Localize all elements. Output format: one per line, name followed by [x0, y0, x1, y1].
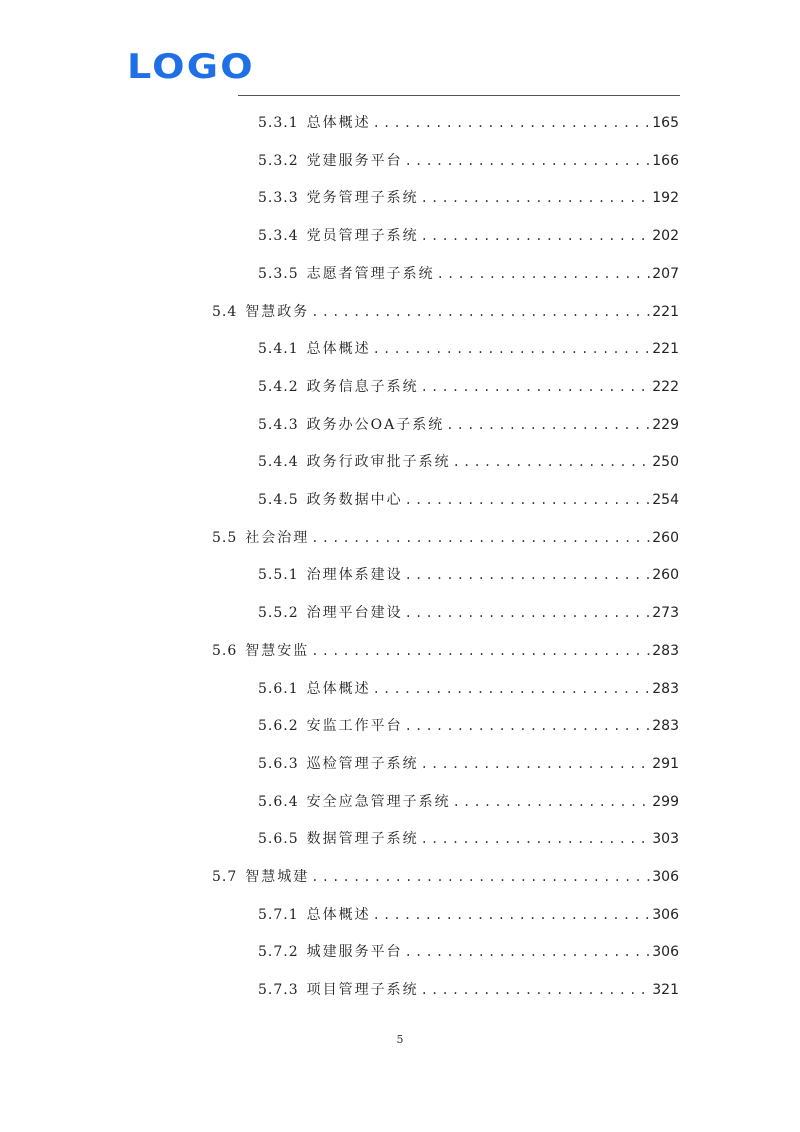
toc-entry[interactable] [212, 867, 679, 887]
toc-entry[interactable] [258, 754, 679, 774]
toc-entry-title: 总体概述 [306, 680, 371, 697]
toc-dot-leader [421, 188, 651, 208]
toc-entry-number: 5.3.5 [258, 265, 299, 282]
toc-entry-page: 283 [652, 642, 679, 659]
toc-entry[interactable] [258, 490, 679, 510]
toc-dot-leader [421, 754, 651, 774]
toc-entry-number: 5.3.4 [258, 228, 299, 245]
toc-entry-number: 5.6.4 [258, 793, 299, 810]
toc-entry-title: 党务管理子系统 [306, 190, 419, 207]
toc-entry[interactable] [258, 377, 679, 397]
toc-entry-title: 治理体系建设 [306, 567, 403, 584]
toc-entry-page: 166 [652, 152, 679, 169]
toc-dot-leader [311, 867, 650, 887]
toc-entry-title: 安监工作平台 [306, 718, 403, 735]
toc-entry[interactable] [258, 829, 679, 849]
toc-entry-number: 5.7 [212, 869, 238, 885]
toc-entry[interactable] [212, 641, 679, 661]
toc-entry-number: 5.6.2 [258, 718, 299, 735]
toc-entry-title: 数据管理子系统 [306, 831, 419, 848]
toc-dot-leader [373, 905, 651, 925]
toc-entry-title: 党建服务平台 [306, 152, 403, 169]
toc-entry-page: 273 [652, 605, 679, 622]
toc-dot-leader [437, 264, 651, 284]
toc-entry-page: 221 [652, 303, 679, 320]
toc-entry-page: 260 [652, 567, 679, 584]
toc-entry-title: 政务行政审批子系统 [306, 454, 451, 471]
toc-entry[interactable] [258, 339, 679, 359]
toc-dot-leader [373, 113, 651, 133]
toc-dot-leader [311, 302, 650, 322]
toc-entry-page: 207 [652, 265, 679, 282]
toc-dot-leader [421, 980, 651, 1000]
toc-entry-title: 政务办公OA子系统 [306, 416, 445, 433]
toc-entry-number: 5.7.3 [258, 982, 299, 999]
toc-entry[interactable] [258, 942, 679, 962]
toc-entry-number: 5.4.3 [258, 416, 299, 433]
toc-entry[interactable] [258, 679, 679, 699]
toc-entry-page: 283 [652, 680, 679, 697]
toc-entry-page: 254 [652, 492, 679, 508]
toc-entry-number: 5.6.5 [258, 831, 299, 848]
toc-entry-title: 总体概述 [306, 906, 371, 923]
toc-dot-leader [405, 490, 651, 510]
toc-entry-page: 306 [652, 906, 679, 923]
toc-entry-page: 303 [652, 831, 679, 848]
toc-entry-number: 5.4 [212, 303, 238, 320]
toc-dot-leader [405, 565, 651, 585]
page-number: 5 [396, 1033, 404, 1046]
toc-entry[interactable] [258, 415, 679, 435]
toc-entry-number: 5.5.2 [258, 605, 299, 622]
toc-entry-page: 221 [652, 341, 679, 358]
toc-entry[interactable] [212, 528, 679, 548]
toc-entry[interactable] [212, 302, 679, 322]
toc-entry-number: 5.7.1 [258, 906, 299, 923]
toc-entry-page: 283 [652, 718, 679, 735]
toc-dot-leader [446, 415, 650, 435]
toc-entry-number: 5.6 [212, 642, 238, 659]
toc-entry[interactable] [258, 452, 679, 472]
toc-entry[interactable] [258, 980, 679, 1000]
toc-dot-leader [311, 528, 650, 548]
toc-entry-page: 165 [652, 115, 679, 131]
toc-entry[interactable] [258, 226, 679, 246]
toc-dot-leader [453, 792, 651, 812]
toc-entry-number: 5.6.1 [258, 680, 299, 697]
toc-dot-leader [405, 716, 651, 736]
toc-entry-number: 5.4.5 [258, 492, 299, 508]
toc-entry-number: 5.5 [212, 529, 238, 546]
toc-dot-leader [421, 829, 651, 849]
toc-entry[interactable] [258, 264, 679, 284]
toc-entry-number: 5.4.2 [258, 378, 299, 395]
toc-dot-leader [405, 603, 651, 623]
toc-dot-leader [311, 641, 650, 661]
toc-entry-title: 治理平台建设 [306, 605, 403, 622]
toc-entry-page: 291 [652, 755, 679, 772]
toc-entry-number: 5.7.2 [258, 944, 299, 961]
toc-entry-title: 党员管理子系统 [306, 228, 419, 245]
toc-entry[interactable] [258, 716, 679, 736]
toc-entry-page: 202 [652, 228, 679, 245]
toc-entry[interactable] [258, 603, 679, 623]
toc-entry-page: 250 [652, 454, 679, 471]
toc-dot-leader [373, 339, 651, 359]
toc-dot-leader [405, 151, 651, 171]
toc-entry-title: 政务信息子系统 [306, 378, 419, 395]
toc-entry-title: 智慧城建 [245, 869, 310, 885]
toc-entry-title: 智慧安监 [245, 642, 310, 659]
header-divider [238, 95, 680, 96]
toc-entry-number: 5.3.1 [258, 115, 299, 131]
toc-entry[interactable] [258, 188, 679, 208]
toc-entry-page: 222 [652, 378, 679, 395]
toc-entry-page: 229 [652, 416, 679, 433]
toc-entry-page: 306 [652, 944, 679, 961]
toc-entry[interactable] [258, 905, 679, 925]
toc-entry-title: 社会治理 [245, 529, 310, 546]
toc-entry-page: 299 [652, 793, 679, 810]
toc-dot-leader [405, 942, 651, 962]
toc-entry-number: 5.3.2 [258, 152, 299, 169]
toc-entry-page: 306 [652, 869, 679, 885]
toc-entry-title: 安全应急管理子系统 [306, 793, 451, 810]
toc-entry[interactable] [258, 151, 679, 171]
toc-entry-number: 5.5.1 [258, 567, 299, 584]
toc-entry-title: 巡检管理子系统 [306, 755, 419, 772]
toc-entry-number: 5.3.3 [258, 190, 299, 207]
toc-entry[interactable] [258, 792, 679, 812]
toc-dot-leader [421, 377, 651, 397]
toc-entry-page: 321 [652, 982, 679, 999]
toc-entry-title: 城建服务平台 [306, 944, 403, 961]
toc-entry-title: 政务数据中心 [306, 492, 403, 508]
toc-entry-title: 志愿者管理子系统 [306, 265, 435, 282]
toc-dot-leader [421, 226, 651, 246]
toc-dot-leader [373, 679, 651, 699]
toc-entry[interactable] [258, 113, 679, 133]
toc-entry-number: 5.4.4 [258, 454, 299, 471]
logo: LOGO [127, 47, 255, 87]
toc-entry-title: 项目管理子系统 [306, 982, 419, 999]
toc-entry[interactable] [258, 565, 679, 585]
toc-entry-title: 智慧政务 [245, 303, 310, 320]
toc-entry-page: 260 [652, 529, 679, 546]
toc-entry-number: 5.6.3 [258, 755, 299, 772]
toc-entry-number: 5.4.1 [258, 341, 299, 358]
toc-dot-leader [453, 452, 651, 472]
toc-entry-page: 192 [652, 190, 679, 207]
toc-entry-title: 总体概述 [306, 341, 371, 358]
toc-entry-title: 总体概述 [306, 115, 371, 131]
